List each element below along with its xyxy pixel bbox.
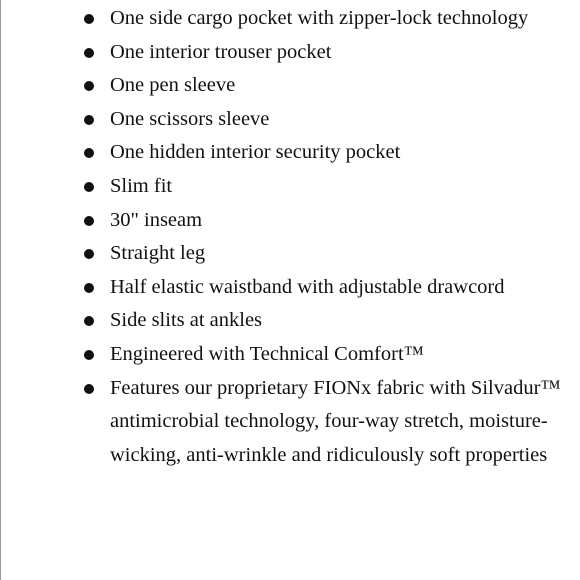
list-item <box>82 338 572 372</box>
bullet-icon <box>84 81 94 91</box>
list-item <box>82 2 572 36</box>
bullet-icon <box>84 350 94 360</box>
feature-text: Features our proprietary FIONx fabric with Silvadur™ antimicrobial technology, four-way stretch, moisture-wicking, anti-wrinkle and ridiculously soft properties <box>110 376 561 466</box>
bullet-icon <box>84 148 94 158</box>
feature-text: Side slits at ankles <box>110 309 263 332</box>
feature-text: Straight leg <box>110 242 206 265</box>
feature-text: Engineered with Technical Comfort™ <box>110 342 424 365</box>
bullet-icon <box>84 316 94 326</box>
list-item <box>82 237 572 271</box>
feature-text: Half elastic waistband with adjustable drawcord <box>110 275 505 298</box>
list-item <box>82 204 572 238</box>
product-feature-list <box>82 2 572 472</box>
bullet-icon <box>84 249 94 259</box>
bullet-icon <box>84 182 94 192</box>
feature-text: One pen sleeve <box>110 74 236 97</box>
feature-text: One interior trouser pocket <box>110 40 332 63</box>
bullet-icon <box>84 115 94 125</box>
feature-text: One side cargo pocket with zipper-lock technology <box>110 7 529 29</box>
feature-text: One hidden interior security pocket <box>110 141 401 164</box>
list-item <box>82 103 572 137</box>
list-item <box>82 36 572 70</box>
bullet-icon <box>84 384 94 394</box>
list-item <box>82 170 572 204</box>
bullet-icon <box>84 283 94 293</box>
list-item <box>82 372 572 473</box>
list-item <box>82 69 572 103</box>
feature-text: 30" inseam <box>110 208 203 231</box>
list-item <box>82 271 572 305</box>
bullet-icon <box>84 48 94 58</box>
bullet-icon <box>84 216 94 226</box>
list-item <box>82 136 572 170</box>
feature-text: One scissors sleeve <box>110 107 270 130</box>
list-item <box>82 304 572 338</box>
left-border-line <box>0 0 1 580</box>
feature-text: Slim fit <box>110 174 173 197</box>
bullet-icon <box>84 14 94 24</box>
